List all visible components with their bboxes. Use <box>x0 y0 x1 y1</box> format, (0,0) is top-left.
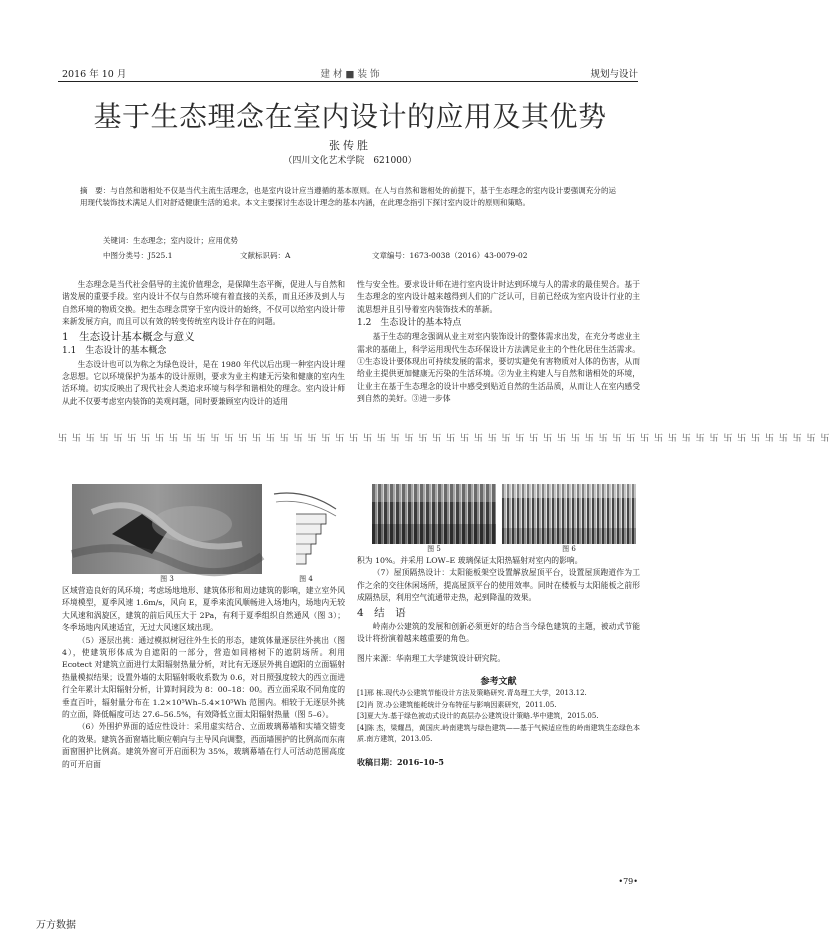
header-rule <box>58 81 638 82</box>
paragraph: 生态设计也可以为称之为绿色设计，是在 1980 年代以后出现一种室内设计理念思想。它以环境保护为基本的设计原则，要求为业主构建无污染和健康的室内生活环境。切实反映出了现代社会人类追求环境与科学和谐相处的理念。室内设计师从此不仅要考虑室内装饰的美观问题，同时要兼顾室内设计的适用 <box>62 359 345 406</box>
references-list <box>357 688 640 746</box>
figure-4-stepped-facade <box>266 484 346 574</box>
page-number: •79• <box>618 877 638 886</box>
section-heading-4: 4 结 语 <box>357 606 406 619</box>
figure-5-caption: 图 5 <box>427 545 441 553</box>
right-column-bottom <box>357 555 640 768</box>
article-title: 基于生态理念在室内设计的应用及其优势 <box>93 100 607 133</box>
figure-3-wind-simulation <box>72 484 262 574</box>
paragraph: 性与安全性。要求设计师在进行室内设计时达到环境与人的需求的最佳契合。基于生态理念的室内设计越来越得到人们的广泛认可，目前已经成为室内设计行业的主流思想并且引导着室内装饰技术的革新。 <box>357 280 640 314</box>
reference-item: [3]夏大为.基于绿色被动式设计的高层办公建筑设计策略.华中建筑，2015.05. <box>357 712 599 721</box>
abstract: 摘 要：与自然和谐相处不仅是当代主流生活理念，也是室内设计应当遵循的基本原则。在人与自然和谐相处的前提下，基于生态理念的室内设计要强调充分的运用现代装饰技术满足人们对舒适健康生活的追求。本文主要探讨生态设计理念的基本内涵，在此理念指引下探讨室内设计的原则和策略。 <box>80 186 616 207</box>
figure-6-facade-radiation <box>502 484 636 544</box>
header-section: 规划与设计 <box>590 69 638 80</box>
reference-item: [2]肖 贺.办公建筑能耗统计分布特征与影响因素研究，2011.05. <box>357 700 557 709</box>
paragraph: （5）逐层出挑：通过模拟树冠往外生长的形态，建筑体量逐层往外挑出（图 4），使建筑形体成为自遮阳的一部分，营造如同榕树下的遮阴场所。利用 Ecotect 对建筑立面进行太阳辐射热量分析，对比有无逐层外挑自遮阳的立面辐射热量模拟结果；设置外墙的太阳辐射吸收系数为 0.6，对日照强度较大的西立面进行全年累计太阳辐射分析，计算时间段为 8：00–18：00。西立面采取不同角度的垂直百叶，辐射量分布在 1.2×10⁵Wh–5.4×10⁵Wh 范围内。相较于无逐层外挑的立面，降低幅度可达 27.6–56.5%，有效降低立面太阳辐射热量（图 5–6）。 <box>62 635 345 720</box>
author: 张传胜 <box>329 139 371 152</box>
paragraph: （6）外围护界面的适应性设计：采用虚实结合、立面玻璃幕墙和实墙交错变化的效果。建筑各面窗墙比顺应朝向与主导风向调整，西面墙围护的比例高而东南面窗围护比例高。建筑外窗可开启面积为 35%，玻璃幕墙在行人可活动范围高度的可开启面 <box>62 722 345 769</box>
section-heading-1: 1 生态设计基本概念与意义 <box>62 330 195 343</box>
keywords: 关键词：生态理念；室内设计；应用优势 <box>103 236 238 245</box>
footer-logo: 万方数据 <box>36 920 76 931</box>
affiliation: （四川文化艺术学院 621000） <box>283 156 417 166</box>
figure-6-caption: 图 6 <box>562 545 576 553</box>
clc-number: 中图分类号：J525.1 <box>103 251 173 260</box>
header-date: 2016 年 10 月 <box>62 69 127 80</box>
figure-5-facade-radiation <box>372 484 496 544</box>
figure-4-caption: 图 4 <box>299 575 313 583</box>
paragraph: 积为 10%。并采用 LOW–E 玻璃保证太阳热辐射对室内的影响。 <box>357 556 583 565</box>
paragraph: （7）屋顶隔热设计：太阳能板架空设置解放屋顶平台，设置屋顶跑道作为工作之余的交往休闲场所，提高屋顶平台的使用效率。同时在楼板与太阳能板之前形成隔热层，利用空气流通带走热，起到降温的效果。 <box>357 568 640 603</box>
image-source-note: 图片来源：华南理工大学建筑设计研究院。 <box>357 654 506 664</box>
references-heading: 参考文献 <box>480 676 517 687</box>
left-column-top <box>62 279 345 408</box>
subsection-heading-1-2: 1.2 生态设计的基本特点 <box>357 318 462 329</box>
article-number: 文章编号：1673-0038（2016）43-0079-02 <box>372 251 528 260</box>
document-code: 文献标识码：A <box>240 251 291 260</box>
figure-3-caption: 图 3 <box>160 575 174 583</box>
header-journal: 建 材 ■ 装 饰 <box>320 69 380 80</box>
paragraph: 生态理念是当代社会倡导的主流价值理念，是保障生态平衡，促进人与自然和谐发展的重要手段。室内设计不仅与自然环境有着直接的关系，而且还涉及到人与自然环境的物质交换。把生态理念贯穿于室内设计的始终，不仅可以给室内设计带来新发展方向，而且可以有效的转变传统室内设计存在的问题。 <box>62 280 345 327</box>
decorative-pattern-band: 卐 卐 卐 卐 卐 卐 卐 卐 卐 卐 卐 卐 卐 卐 卐 卐 卐 卐 卐 卐 卐 卐 卐 卐 卐 卐 卐 卐 卐 卐 卐 卐 卐 卐 卐 卐 卐 卐 卐 卐 卐 卐 卐 卐 卐 卐 卐 卐 卐 卐 卐 卐 卐 卐 卐 卐 <box>58 434 830 444</box>
received-date: 收稿日期：2016–10–5 <box>357 756 444 767</box>
reference-item: [4]陈 杰，梁耀昌，黄国庆.岭南建筑与绿色建筑——基于气候适应性的岭南建筑生态绿色本质.南方建筑，2013.05. <box>357 723 640 744</box>
subsection-heading-1-1: 1.1 生态设计的基本概念 <box>62 345 167 356</box>
left-column-bottom <box>62 585 345 771</box>
paragraph: 岭南办公建筑的发展和创新必须更好的结合当今绿色建筑的主题，被动式节能设计将扮演着越来越重要的角色。 <box>357 621 640 644</box>
right-column-top <box>357 279 640 406</box>
paragraph: 区域营造良好的风环境；考虑场地地形、建筑体形和周边建筑的影响，建立室外风环境模型，夏季风速 1.6m/s，风向 E，夏季来流风顺畅进入场地内，场地内无较大风速和涡旋区，建筑的前后风压大于 2Pa，有利于夏季组织自然通风（图 3）；冬季场地内风速适宜，无过大风速区域出现。 <box>62 586 345 633</box>
paragraph: 基于生态的理念强调从业主对室内装饰设计的整体需求出发，在充分考虑业主需求的基础上，科学运用现代生态环保设计方法满足业主的个性化居住生活需求。①生态设计要体现出可持续发展的需求，要切实避免有害物质对人体的伤害，从而给业主提供更加健康无污染的生活环境。②为业主构建人与自然和谐相处的环境，让业主在基于生态理念的设计中感受到贴近自然的生活品质，从而让人在室内感受到自然的美好。③进一步体 <box>357 332 640 404</box>
reference-item: [1]邢 栋.现代办公建筑节能设计方法及策略研究.青岛理工大学，2013.12. <box>357 689 587 698</box>
